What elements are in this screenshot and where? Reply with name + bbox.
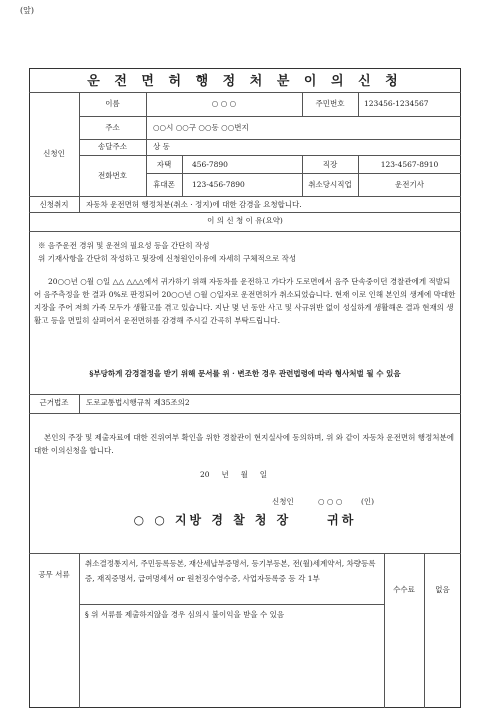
purpose-value: 자동차 운전면허 행정처분(취소 · 정지)에 대한 감경을 요청합니다. bbox=[86, 200, 302, 209]
divider bbox=[146, 173, 461, 174]
address-label: 주소 bbox=[105, 123, 120, 132]
work-phone-label: 직장 bbox=[322, 160, 338, 169]
purpose-label: 신청취지 bbox=[39, 200, 69, 209]
divider bbox=[182, 155, 183, 196]
fee-value: 없음 bbox=[435, 585, 450, 594]
form-title: 운 전 면 허 행 정 처 분 이 의 신 청 bbox=[87, 74, 403, 89]
applicant-section-label: 신청인 bbox=[43, 149, 65, 158]
delivery-label: 송달주소 bbox=[98, 142, 127, 151]
signature-label: 신청인 bbox=[272, 497, 294, 506]
divider bbox=[79, 139, 461, 140]
job-value: 운전기사 bbox=[395, 180, 424, 189]
mobile-label: 휴대폰 bbox=[153, 180, 175, 189]
reason-body: 20○○년 ○월 ○일 △△ △△△에서 귀가하기 위해 자동차를 운전하고 가다가 도로면에서 음주 단속중이던 경찰관에게 적발되어 음주측정을 한 결과 0%로 판정되어 20○○년 ○월 ○일자로 운전면허가 취소되었습니다. 현재 이로 인해 본인의 생계에 막대한 지장을 주어 저희 가족 모두가 생활고를 겪고 있습니다. 지난 몇 년 동안 사고 및 사규위반 없이 성실하게 생활해온 결과 현재의 생활고 등을 면밀히 살펴어서 운전면허를 감경해 주시길 간곡히 부탁드립니다. bbox=[34, 277, 456, 325]
documents-label: 공무 서류 bbox=[38, 570, 70, 579]
recipient-office: ○ ○ 지방 경 찰 청 장 귀하 bbox=[133, 513, 357, 527]
mobile-value: 123-456-7890 bbox=[192, 180, 245, 189]
divider bbox=[29, 212, 461, 213]
delivery-value: 상 동 bbox=[153, 142, 170, 151]
phone-label: 전화번호 bbox=[98, 171, 127, 180]
reason-guide-1: ※ 음주운전 경위 및 운전의 필요성 등을 간단히 작성 bbox=[38, 241, 210, 250]
documents-note: § 위 서류를 제출하지않을 경우 심의시 불이익을 받을 수 있음 bbox=[85, 610, 285, 619]
work-phone-value: 123-4567-8910 bbox=[380, 160, 439, 169]
divider bbox=[79, 604, 384, 605]
documents-list: 취소결정통지서, 주민등록등본, 재산세납부증명서, 등기부등본, 전(월)세계약서, 차량등록증, 재직증명서, 급여명세서 or 원천징수영수증, 사업자등록증 등 각 1부 bbox=[85, 559, 376, 583]
reason-guide-2: 위 기재사항을 간단히 작성하고 뒷장에 신청원인이유에 자세히 구체적으로 작성 bbox=[38, 254, 297, 263]
home-phone-value: 456-7890 bbox=[192, 160, 228, 169]
divider bbox=[358, 92, 359, 116]
divider bbox=[79, 553, 80, 708]
date-line: 20 년 월 일 bbox=[200, 470, 268, 479]
job-label: 취소당시직업 bbox=[308, 180, 352, 189]
name-value: ○ ○ ○ bbox=[211, 99, 237, 108]
divider bbox=[79, 155, 461, 156]
divider bbox=[424, 553, 425, 708]
legal-basis-label: 근거법조 bbox=[39, 398, 69, 407]
fee-label: 수수료 bbox=[393, 585, 415, 594]
form-side-label: (앞) bbox=[20, 6, 34, 15]
rrn-label: 주민번호 bbox=[315, 99, 345, 108]
divider bbox=[29, 231, 461, 232]
divider bbox=[79, 116, 461, 117]
forgery-warning: §부당하게 감경결정을 받기 위해 문서를 위 · 변조한 경우 관련법령에 따라 형사처벌 될 수 있음 bbox=[89, 369, 401, 378]
divider bbox=[384, 553, 385, 708]
reason-header: 이 의 신 청 이 유(요약) bbox=[207, 216, 283, 225]
signature-name: ○ ○ ○ bbox=[318, 497, 343, 506]
legal-basis-value: 도로교통법시행규칙 제35조의2 bbox=[86, 398, 190, 407]
divider bbox=[79, 394, 80, 413]
address-value: ○○시 ○○구 ○○동 ○○번지 bbox=[153, 123, 249, 132]
divider bbox=[29, 196, 461, 197]
divider bbox=[79, 196, 80, 212]
consent-statement: 본인의 주장 및 제출자료에 대한 진위여부 확인을 위한 경찰관이 현지실사에 동의하며, 위 와 같이 자동차 운전면허 행정처분에 대한 이의신청을 합니다. bbox=[34, 433, 455, 455]
home-phone-label: 자택 bbox=[156, 160, 172, 169]
name-label: 이름 bbox=[105, 99, 120, 108]
divider bbox=[29, 394, 461, 395]
seal-mark: (인) bbox=[361, 497, 375, 506]
divider bbox=[29, 553, 461, 554]
rrn-value: 123456-1234567 bbox=[364, 99, 429, 108]
divider bbox=[29, 413, 461, 414]
